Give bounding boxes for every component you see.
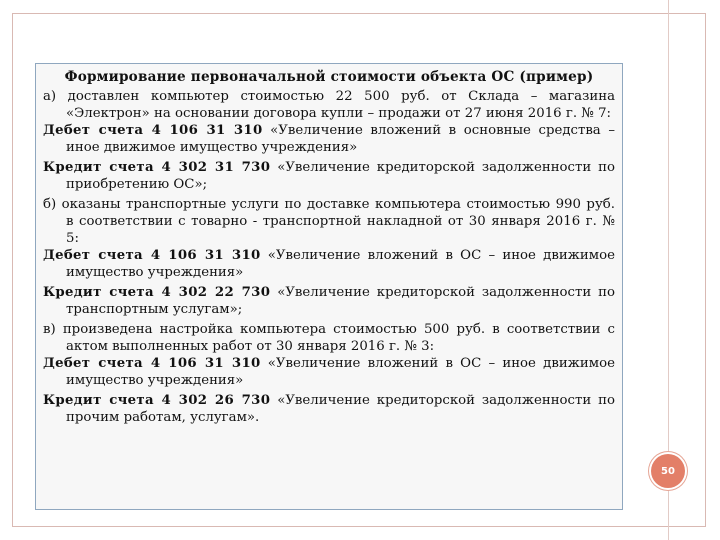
entry-credit-3 bbox=[43, 392, 615, 426]
entry-debit-2-label: Дебет счета 4 106 31 310 bbox=[43, 248, 261, 263]
entry-credit-2-text: «Увеличение кредиторской задолженности по транспортным услугам»; bbox=[66, 285, 615, 317]
entry-debit-3-text: «Увеличение вложений в ОС – иное движимое имущество учреждения» bbox=[66, 356, 615, 388]
entry-a bbox=[43, 88, 615, 122]
entry-b bbox=[43, 196, 615, 247]
entry-a-text: а) доставлен компьютер стоимостью 22 500 руб. от Склада – магазина «Электрон» на основании договора купли – продажи от 27 июня 2016 г. № 7: bbox=[43, 89, 615, 121]
content-box bbox=[35, 63, 623, 510]
slide-title: Формирование первоначальной стоимости объекта ОС (пример) bbox=[64, 69, 594, 85]
entry-credit-2-label: Кредит счета 4 302 22 730 bbox=[43, 285, 271, 300]
entry-credit-3-label: Кредит счета 4 302 26 730 bbox=[43, 393, 271, 408]
entry-credit-3-text: «Увеличение кредиторской задолженности по прочим работам, услугам». bbox=[66, 393, 615, 425]
entry-credit-1 bbox=[43, 159, 615, 193]
entry-credit-1-text: «Увеличение кредиторской задолженности по приобретению ОС»; bbox=[66, 160, 615, 192]
page-number-badge: 50 bbox=[651, 454, 685, 488]
entry-debit-1-label: Дебет счета 4 106 31 310 bbox=[43, 123, 263, 138]
entry-debit-1 bbox=[43, 122, 615, 156]
entry-debit-2-text: «Увеличение вложений в ОС – иное движимое имущество учреждения» bbox=[66, 248, 615, 280]
entry-debit-1-text: «Увеличение вложений в основные средства – иное движимое имущество учреждения» bbox=[66, 123, 616, 155]
entry-debit-3-label: Дебет счета 4 106 31 310 bbox=[43, 356, 261, 371]
entry-debit-2 bbox=[43, 247, 615, 281]
entry-debit-3 bbox=[43, 355, 615, 389]
entry-credit-2 bbox=[43, 284, 615, 318]
entry-c-text: в) произведена настройка компьютера стоимостью 500 руб. в соответствии с актом выполненных работ от 30 января 2016 г. № 3: bbox=[43, 322, 615, 354]
entry-b-text: б) оказаны транспортные услуги по доставке компьютера стоимостью 990 руб. в соответствии с товарно - транспортной накладной от 30 января 2016 г. № 5: bbox=[43, 197, 615, 246]
entry-c bbox=[43, 321, 615, 355]
entry-credit-1-label: Кредит счета 4 302 31 730 bbox=[43, 160, 271, 175]
